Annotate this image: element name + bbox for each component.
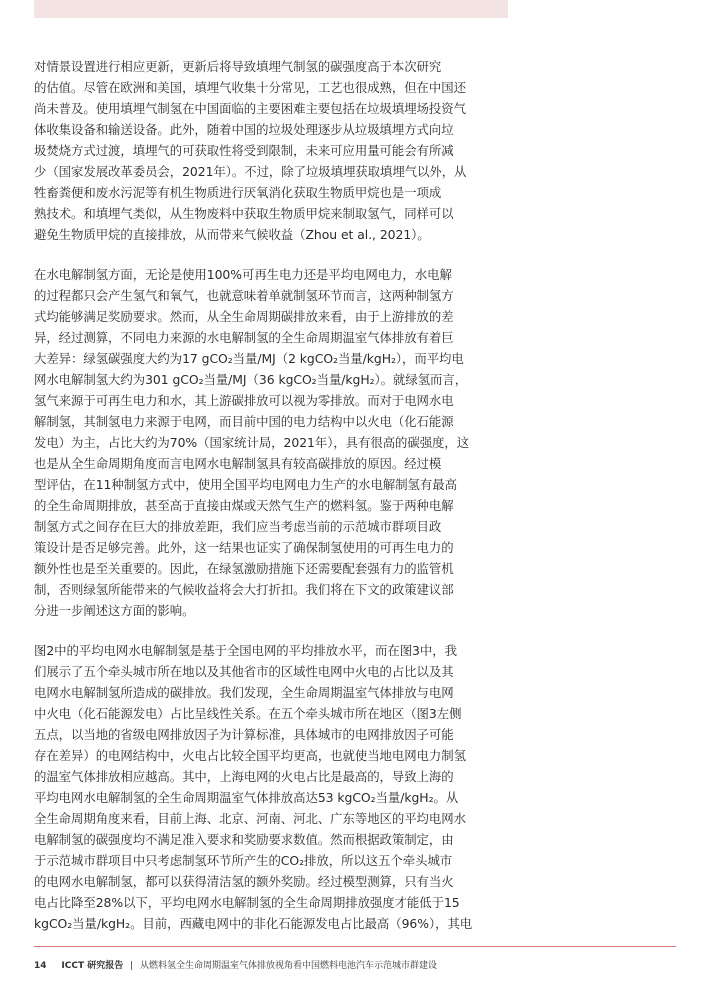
page-footer xyxy=(34,958,674,971)
header-band xyxy=(34,0,508,18)
page-number: 14 xyxy=(34,961,47,971)
paragraph-landfill-gas: 对情景设置进行相应更新，更新后将导致填埋气制氢的碳强度高于本次研究 的估值。尽管在欧洲和美国，填埋气收集十分常见，工艺也很成熟，但在中国还 尚未普及。使用填埋气制氢在中国面临的主要困难主要包括在垃圾填埋场投资气 体收集设备和输送设备。此外，随着中国的垃圾处理逐步从垃圾填埋方式向垃 圾焚烧方式过渡，填埋气的可获取性将受到限制，未来可应用量可能会有所减 少（国家发展改革委员会，2021年）。不过，除了垃圾填埋获取填埋气以外，从 牲畜粪便和废水污泥等有机生物质进行厌氧消化获取生物质甲烷也是一项成 熟技术。和填埋气类似，从生物废料中获取生物质甲烷来制取氢气，同样可以 避免生物质甲烷的直接排放，从而带来气候收益（Zhou et al., 2021）。 xyxy=(34,59,467,242)
report-brand: ICCT 研究报告 xyxy=(61,961,124,971)
document-body xyxy=(34,56,510,953)
footer-divider xyxy=(34,946,676,947)
footer-separator: | xyxy=(130,961,134,971)
report-title: 从燃料氢全生命周期温室气体排放视角看中国燃料电池汽车示范城市群建设 xyxy=(140,961,438,971)
paragraph-electrolysis: 在水电解制氢方面，无论是使用100%可再生电力还是平均电网电力，水电解 的过程都只会产生氢气和氧气，也就意味着单就制氢环节而言，这两种制氢方 式均能够满足奖励要求。然而，从全生命周期碳排放来看，由于上游排放的差 异，经过测算，不同电力来源的水电解制氢的全生命周期温室气体排放有着巨 大差异：绿氢碳强度大约为17 gCO₂当量/MJ（2 kgCO₂当量/kgH₂），而平均电 网水电解制氢大约为301 gCO₂当量/MJ（36 kgCO₂当量/kgH₂）。就绿氢而言， 氢气来源于可再生电力和水，其上游碳排放可以视为零排放。而对于电网水电 解制氢，其制氢电力来源于电网，而目前中国的电力结构中以火电（化石能源 发电）为主，占比大约为70%（国家统计局，2021年），具有很高的碳强度，这 也是从全生命周期角度而言电网水电解制氢具有较高碳排放的原因。经过模 型评估，在11种制氢方式中，使用全国平均电网电力生产的水电解制氢有最高 的全生命周期排放，甚至高于直接由煤或天然气生产的燃料氢。鉴于两种电解 制氢方式之间存在巨大的排放差距，我们应当考虑当前的示范城市群项目政 策设计是否足够完善。此外，这一结果也证实了确保制氢使用的可再生电力的 额外性也是至关重要的。因此，在绿氢激励措施下还需要配套强有力的监管机 制，否则绿氢所能带来的气候收益将会大打折扣。我们将在下文的政策建议部 分进一步阐述这方面的影响。 xyxy=(34,267,470,618)
paragraph-grid-electrolysis: 图2中的平均电网水电解制氢是基于全国电网的平均排放水平，而在图3中，我 们展示了五个牵头城市所在地以及其他省市的区域性电网中火电的占比以及其 电网水电解制氢所造成的碳排放。我们发现，全生命周期温室气体排放与电网 中火电（化石能源发电）占比呈线性关系。在五个牵头城市所在地区（图3左侧 五点，以当地的省级电网排放因子为计算标准，具体城市的电网排放因子可能 存在差异）的电网结构中，火电占比较全国平均更高，也就使当地电网电力制氢 的温室气体排放相应越高。其中，上海电网的火电占比是最高的，导致上海的 平均电网水电解制氢的全生命周期温室气体排放高达53 kgCO₂当量/kgH₂。从 全生命周期角度来看，目前上海、北京、河南、河北、广东等地区的平均电网水 电解制氢的碳强度均不满足准入要求和奖励要求数值。然而根据政策制定，由 于示范城市群项目中只考虑制氢环节所产生的CO₂排放，所以这五个牵头城市 的电网水电解制氢，都可以获得清洁氢的额外奖励。经过模型测算，只有当火 电占比降至28%以下，平均电网水电解制氢的全生命周期排放强度才能低于15 kgCO₂当量/kgH₂。目前，西藏电网中的非化石能源发电占比最高（96%），其电 xyxy=(34,643,473,931)
